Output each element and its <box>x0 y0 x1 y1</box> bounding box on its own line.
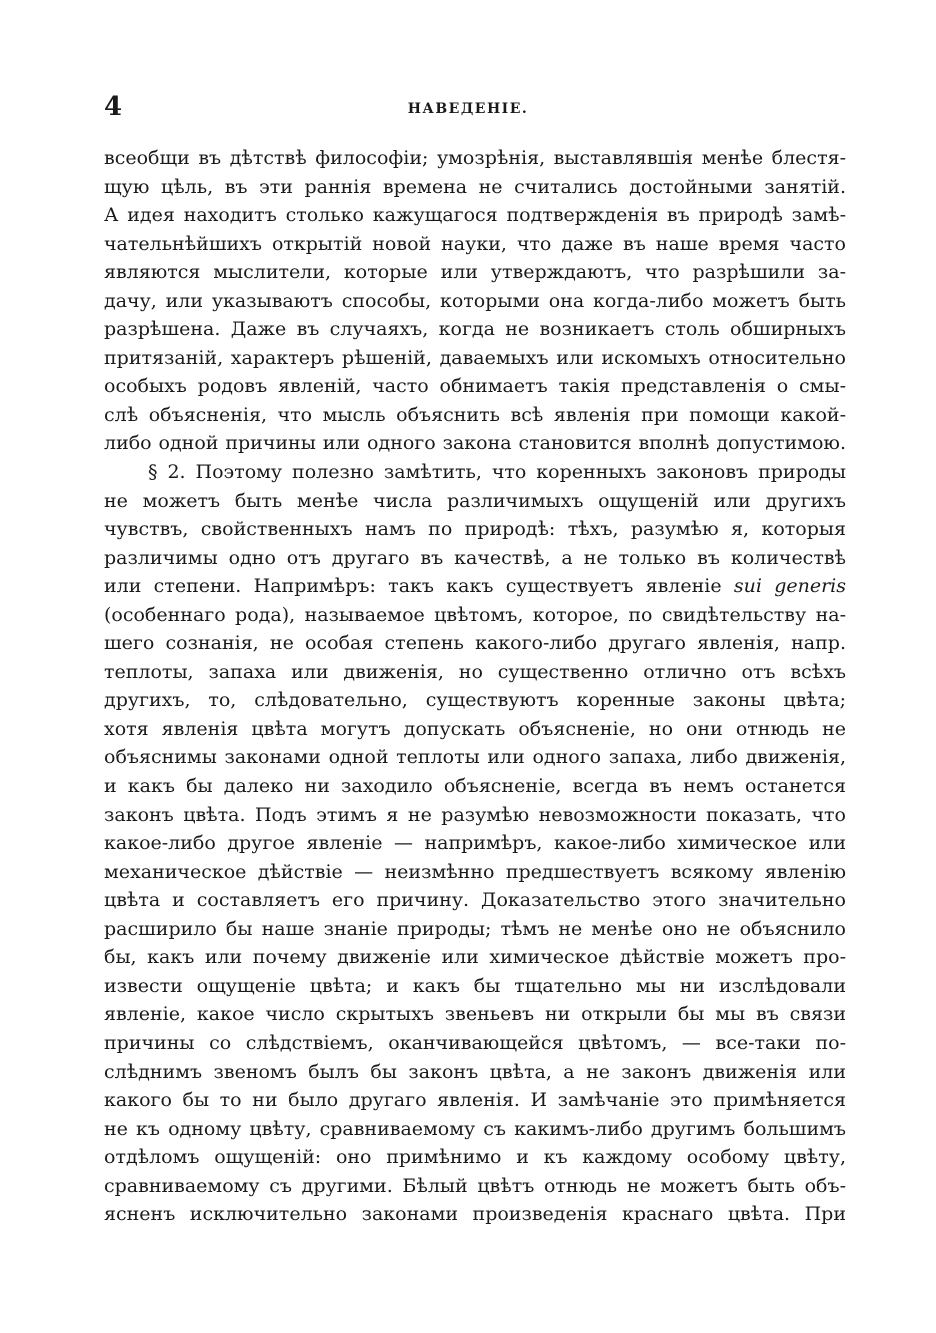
text-line: притязаній, характеръ рѣшеній, даваемыхъ или искомыхъ относительно <box>104 346 846 369</box>
text-line: всеобщи въ дѣтствѣ философіи; умозрѣнія, выставлявшія менѣе блестя- <box>104 147 846 169</box>
text-line: разрѣшена. Даже въ случаяхъ, когда не возникаетъ столь обширныхъ <box>104 318 846 341</box>
text-line: шего сознанія, не особая степень какого-либо другаго явленія, напр. <box>104 632 846 655</box>
text-line: объяснимы законами одной теплоты или одного запаха, либо движенія, <box>104 746 846 769</box>
text-line: (особеннаго рода), называемое цвѣтомъ, которое, по свидѣтельству на- <box>104 603 846 626</box>
text-line: отдѣломъ ощущеній: оно примѣнимо и къ каждому особому цвѣту, <box>104 1146 846 1169</box>
text-line: чательнѣйшихъ открытій новой науки, что даже въ наше время часто <box>104 232 846 255</box>
latin-phrase: sui generis <box>733 575 846 598</box>
text-line: причины со слѣдствіемъ, оканчивающейся цвѣтомъ, — все-таки по- <box>104 1031 846 1054</box>
text-line: цвѣта и составляетъ его причину. Доказательство этого значительно <box>104 889 846 912</box>
running-title: НАВЕДЕНІЕ. <box>407 101 529 117</box>
text-line: механическое дѣйствіе — неизмѣнно предшествуетъ всякому явленію <box>104 860 846 883</box>
text-line: § 2. Поэтому полезно замѣтить, что коренныхъ законовъ природы <box>148 461 846 484</box>
page-number: 4 <box>104 92 123 122</box>
text-line: или степени. Напримѣръ: такъ какъ существуетъ явленіе sui generis <box>104 575 846 598</box>
text-line: особыхъ родовъ явленій, часто обнимаетъ такія представленія о смы- <box>104 375 846 398</box>
text-line: законъ цвѣта. Подъ этимъ я не разумѣю невозможности показать, что <box>104 803 846 826</box>
text-line: бы, какъ или почему движеніе или химическое дѣйствіе можетъ про- <box>104 946 846 969</box>
text-line: слѣднимъ звеномъ былъ бы законъ цвѣта, а не законъ движенія или <box>104 1060 846 1083</box>
text-line: чувствъ, свойственныхъ намъ по природѣ: тѣхъ, разумѣю я, которыя <box>104 518 846 541</box>
text-line: слѣ объясненія, что мысль объяснить всѣ явленія при помощи какой- <box>104 403 846 426</box>
text-line: щую цѣль, въ эти раннія времена не считались достойными занятій. <box>104 175 846 198</box>
text-line: являются мыслители, которые или утверждаютъ, что разрѣшили за- <box>104 261 846 284</box>
text-line: различимы одно отъ другаго въ качествѣ, а не только въ количествѣ <box>104 546 846 569</box>
text-line: ясненъ исключительно законами произведенія краснаго цвѣта. При <box>104 1203 846 1226</box>
text-line: хотя явленія цвѣта могутъ допускать объясненіе, но они отнюдь не <box>104 717 846 740</box>
text-line: расширило бы наше знаніе природы; тѣмъ не менѣе оно не объяснило <box>104 917 846 940</box>
text-line: не къ одному цвѣту, сравниваемому съ какимъ-либо другимъ большимъ <box>104 1117 846 1140</box>
text-line: явленіе, какое число скрытыхъ звеньевъ ни открыли бы мы въ связи <box>104 1003 846 1026</box>
text-line: и какъ бы далеко ни заходило объясненіе, всегда въ немъ останется <box>104 775 846 798</box>
text-line: либо одной причины или одного закона становится вполнѣ допустимою. <box>104 432 846 455</box>
body-text <box>104 144 846 1229</box>
text-line: другихъ, то, слѣдовательно, существуютъ коренные законы цвѣта; <box>104 689 846 712</box>
text-line: А идея находитъ столько кажущагося подтвержденія въ природѣ замѣ- <box>104 204 846 227</box>
text-line: не можетъ быть менѣе числа различимыхъ ощущеній или другихъ <box>104 489 846 512</box>
text-line: какое-либо другое явленіе — напримѣръ, какое-либо химическое или <box>104 832 846 855</box>
text-line: теплоты, запаха или движенія, но существенно отлично отъ всѣхъ <box>104 660 846 683</box>
text-line: извести ощущеніе цвѣта; и какъ бы тщательно мы ни изслѣдовали <box>104 974 846 997</box>
text-line: какого бы то ни было другаго явленія. И замѣчаніе это примѣняется <box>104 1089 846 1112</box>
text-line: сравниваемому съ другими. Бѣлый цвѣтъ отнюдь не можетъ быть объ- <box>104 1174 846 1197</box>
text-line: дачу, или указываютъ способы, которыми она когда-либо можетъ быть <box>104 289 846 312</box>
